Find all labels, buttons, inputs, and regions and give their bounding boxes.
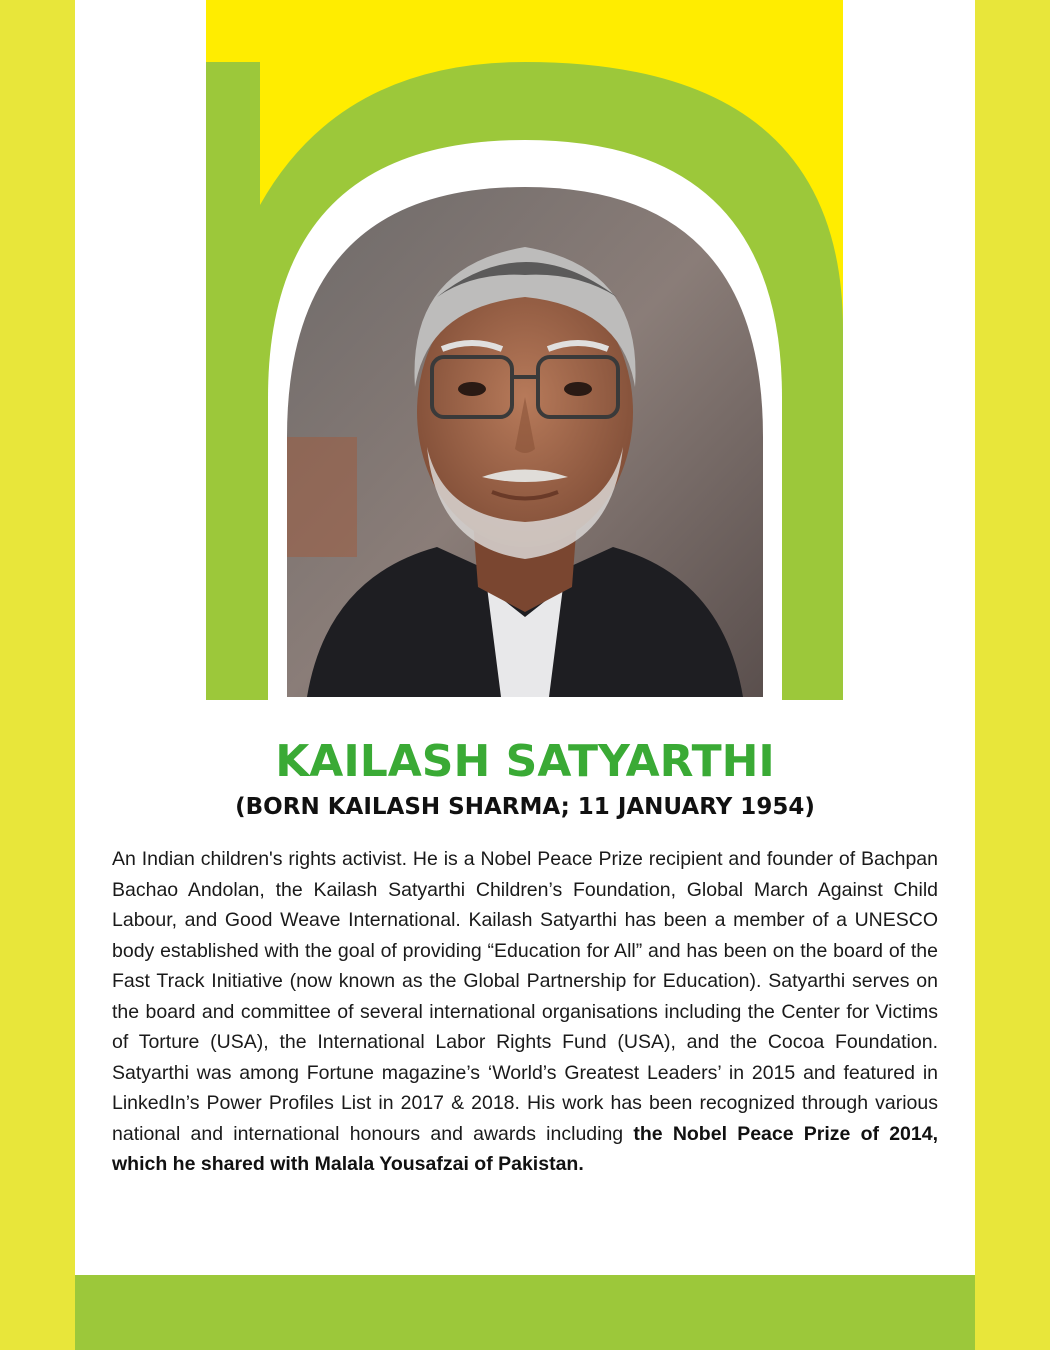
bio-text: An Indian children's rights activist. He is a Nobel Peace Prize recipient and founder of Bachpan Bachao Andolan, the Kailash Satyarthi Children’s Foundation, Global March Against Child Labour, and Good Weave International. Kailash Satyarthi has been a member of a UNESCO body established with the goal of providing “Education for All” and has been on the board of the Fast Track Initiative (now known as the Global Partnership for Education). Satyarthi serves on the board and committee of several international organisations including the Center for Victims of Torture (USA), the International Labor Rights Fund (USA), and the Cocoa Foundation. Satyarthi was among Fortune magazine’s ‘World’s Greatest Leaders’ in 2015 and featured in LinkedIn’s Power Profiles List in 2017 & 2018. His work has been recognized through various national and international honours and awards including xyxy=(112,848,938,1145)
profile-card xyxy=(75,0,975,1275)
biography-paragraph xyxy=(112,844,938,1180)
bio-highlight: the Nobel Peace Prize of 2014, which he shared with Malala Yousafzai of Pakistan. xyxy=(112,1122,939,1175)
person-name: KAILASH SATYARTHI xyxy=(275,736,775,787)
portrait-photo xyxy=(287,187,763,697)
footer-band xyxy=(75,1275,975,1350)
birth-note: (BORN KAILASH SHARMA; 11 JANUARY 1954) xyxy=(235,794,815,820)
